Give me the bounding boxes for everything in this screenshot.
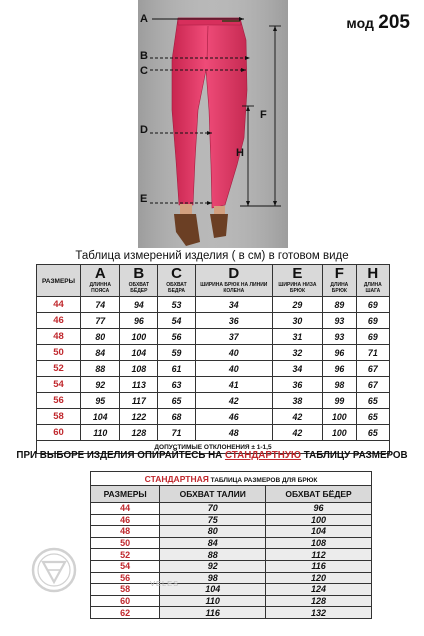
size-cell: 56	[37, 393, 81, 409]
waist-cell: 110	[160, 595, 266, 607]
value-cell: 54	[158, 313, 196, 329]
size-cell: 48	[37, 329, 81, 345]
value-cell: 38	[272, 393, 322, 409]
standard-table-body	[91, 503, 372, 619]
value-cell: 31	[272, 329, 322, 345]
value-cell: 65	[356, 409, 389, 425]
value-cell: 96	[120, 313, 158, 329]
value-cell: 63	[158, 377, 196, 393]
table1-title: Таблица измерений изделия ( в см) в готовом виде	[75, 250, 349, 262]
table-row	[37, 377, 390, 393]
brand-name: VELES	[150, 579, 180, 588]
standard-table-caption-row	[91, 472, 372, 486]
value-cell: 36	[272, 377, 322, 393]
hips-cell: 112	[266, 549, 372, 561]
value-cell: 41	[195, 377, 272, 393]
table-row	[37, 393, 390, 409]
standard-table-header-row	[91, 486, 372, 503]
size-cell: 46	[37, 313, 81, 329]
waist-cell: 70	[160, 503, 266, 515]
table-row	[37, 361, 390, 377]
value-cell: 113	[120, 377, 158, 393]
model-number: 205	[378, 12, 410, 33]
value-cell: 108	[120, 361, 158, 377]
value-cell: 46	[195, 409, 272, 425]
label-b: B	[140, 50, 148, 62]
tolerance-note: ДОПУСТИМЫЕ ОТКЛОНЕНИЯ ± 1-1,5	[37, 441, 390, 454]
waist-cell: 98	[160, 572, 266, 584]
table-row	[37, 297, 390, 313]
size-cell: 60	[91, 595, 160, 607]
waist-cell: 75	[160, 514, 266, 526]
value-cell: 104	[120, 345, 158, 361]
value-cell: 99	[323, 393, 357, 409]
table-row	[37, 345, 390, 361]
value-cell: 56	[158, 329, 196, 345]
value-cell: 37	[195, 329, 272, 345]
size-cell: 50	[37, 345, 81, 361]
size-cell: 54	[91, 560, 160, 572]
column-header-d: D ШИРИНА БРЮК НА ЛИНИИ КОЛЕНА	[195, 265, 272, 297]
value-cell: 36	[195, 313, 272, 329]
table-row	[91, 595, 372, 607]
value-cell: 42	[195, 393, 272, 409]
table-row	[91, 607, 372, 619]
header-sizes: РАЗМЕРЫ	[91, 486, 160, 503]
value-cell: 95	[81, 393, 120, 409]
hips-cell: 124	[266, 584, 372, 596]
label-f: F	[260, 109, 267, 121]
value-cell: 71	[356, 345, 389, 361]
table-row	[91, 503, 372, 515]
waist-cell: 84	[160, 537, 266, 549]
label-d: D	[140, 124, 148, 136]
standard-size-table	[90, 471, 372, 619]
value-cell: 29	[272, 297, 322, 313]
column-header-h: H ДЛИНА ШАГА	[356, 265, 389, 297]
hips-cell: 116	[266, 560, 372, 572]
size-cell: 62	[91, 607, 160, 619]
column-header-f: F ДЛИНА БРЮК	[323, 265, 357, 297]
table-row	[37, 409, 390, 425]
hips-cell: 96	[266, 503, 372, 515]
table-row	[91, 560, 372, 572]
standard-table-caption: СТАНДАРТНАЯ ТАБЛИЦА РАЗМЕРОВ ДЛЯ БРЮК	[91, 472, 372, 486]
hips-cell: 128	[266, 595, 372, 607]
value-cell: 48	[195, 425, 272, 441]
table-row	[91, 549, 372, 561]
table-row	[91, 537, 372, 549]
label-c: C	[140, 65, 148, 77]
size-cell: 54	[37, 377, 81, 393]
size-cell: 52	[37, 361, 81, 377]
value-cell: 104	[81, 409, 120, 425]
size-cell: 52	[91, 549, 160, 561]
waist-cell: 80	[160, 526, 266, 538]
column-header-b: B ОБХВАТ БЁДЕР	[120, 265, 158, 297]
table-row	[91, 526, 372, 538]
value-cell: 93	[323, 313, 357, 329]
size-cell: 58	[37, 409, 81, 425]
measurement-table-body	[37, 297, 390, 441]
value-cell: 128	[120, 425, 158, 441]
size-cell: 58	[91, 584, 160, 596]
value-cell: 88	[81, 361, 120, 377]
measurement-figure	[0, 0, 424, 248]
column-header-e: E ШИРИНА НИЗА БРЮК	[272, 265, 322, 297]
value-cell: 59	[158, 345, 196, 361]
value-cell: 100	[323, 425, 357, 441]
value-cell: 100	[120, 329, 158, 345]
size-cell: 48	[91, 526, 160, 538]
measurement-table	[36, 264, 390, 454]
table-row	[37, 425, 390, 441]
hips-cell: 104	[266, 526, 372, 538]
value-cell: 98	[323, 377, 357, 393]
hips-cell: 132	[266, 607, 372, 619]
label-e: E	[140, 193, 148, 205]
value-cell: 96	[323, 361, 357, 377]
waist-cell: 104	[160, 584, 266, 596]
size-column-header: РАЗМЕРЫ	[37, 265, 81, 297]
value-cell: 67	[356, 377, 389, 393]
table-header-row	[37, 265, 390, 297]
value-cell: 71	[158, 425, 196, 441]
value-cell: 32	[272, 345, 322, 361]
hips-cell: 108	[266, 537, 372, 549]
label-h: H	[236, 147, 244, 159]
value-cell: 110	[81, 425, 120, 441]
label-a: A	[140, 13, 148, 25]
value-cell: 89	[323, 297, 357, 313]
waist-cell: 116	[160, 607, 266, 619]
value-cell: 69	[356, 297, 389, 313]
value-cell: 77	[81, 313, 120, 329]
value-cell: 65	[158, 393, 196, 409]
value-cell: 67	[356, 361, 389, 377]
value-cell: 80	[81, 329, 120, 345]
size-cell: 60	[37, 425, 81, 441]
model-prefix: мод	[346, 15, 374, 31]
waist-cell: 88	[160, 549, 266, 561]
brand-logo-icon	[30, 546, 78, 594]
size-cell: 56	[91, 572, 160, 584]
header-hips: ОБХВАТ БЁДЕР	[266, 486, 372, 503]
hips-cell: 120	[266, 572, 372, 584]
value-cell: 94	[120, 297, 158, 313]
value-cell: 34	[195, 297, 272, 313]
size-cell: 44	[37, 297, 81, 313]
value-cell: 100	[323, 409, 357, 425]
size-cell: 50	[91, 537, 160, 549]
value-cell: 42	[272, 409, 322, 425]
column-header-a: A ДЛИННА ПОЯСА	[81, 265, 120, 297]
value-cell: 65	[356, 425, 389, 441]
table-row	[91, 514, 372, 526]
value-cell: 61	[158, 361, 196, 377]
value-cell: 84	[81, 345, 120, 361]
model-label	[346, 12, 410, 34]
header-waist: ОБХВАТ ТАЛИИ	[160, 486, 266, 503]
pants-illustration	[0, 0, 424, 248]
value-cell: 65	[356, 393, 389, 409]
hips-cell: 100	[266, 514, 372, 526]
value-cell: 53	[158, 297, 196, 313]
table-row	[91, 584, 372, 596]
column-header-c: C ОБХВАТ БЕДРА	[158, 265, 196, 297]
value-cell: 68	[158, 409, 196, 425]
value-cell: 69	[356, 313, 389, 329]
value-cell: 40	[195, 361, 272, 377]
table-row	[91, 572, 372, 584]
table-row	[37, 313, 390, 329]
value-cell: 30	[272, 313, 322, 329]
value-cell: 40	[195, 345, 272, 361]
value-cell: 69	[356, 329, 389, 345]
value-cell: 96	[323, 345, 357, 361]
value-cell: 93	[323, 329, 357, 345]
value-cell: 74	[81, 297, 120, 313]
size-cell: 46	[91, 514, 160, 526]
value-cell: 42	[272, 425, 322, 441]
waist-cell: 92	[160, 560, 266, 572]
notice-text: ПРИ ВЫБОРЕ ИЗДЕЛИЯ ОПИРАЙТЕСЬ НА СТАНДАРТНУЮ ТАБЛИЦУ РАЗМЕРОВ	[16, 450, 408, 461]
table-row	[37, 329, 390, 345]
size-cell: 44	[91, 503, 160, 515]
value-cell: 92	[81, 377, 120, 393]
value-cell: 34	[272, 361, 322, 377]
value-cell: 117	[120, 393, 158, 409]
value-cell: 122	[120, 409, 158, 425]
